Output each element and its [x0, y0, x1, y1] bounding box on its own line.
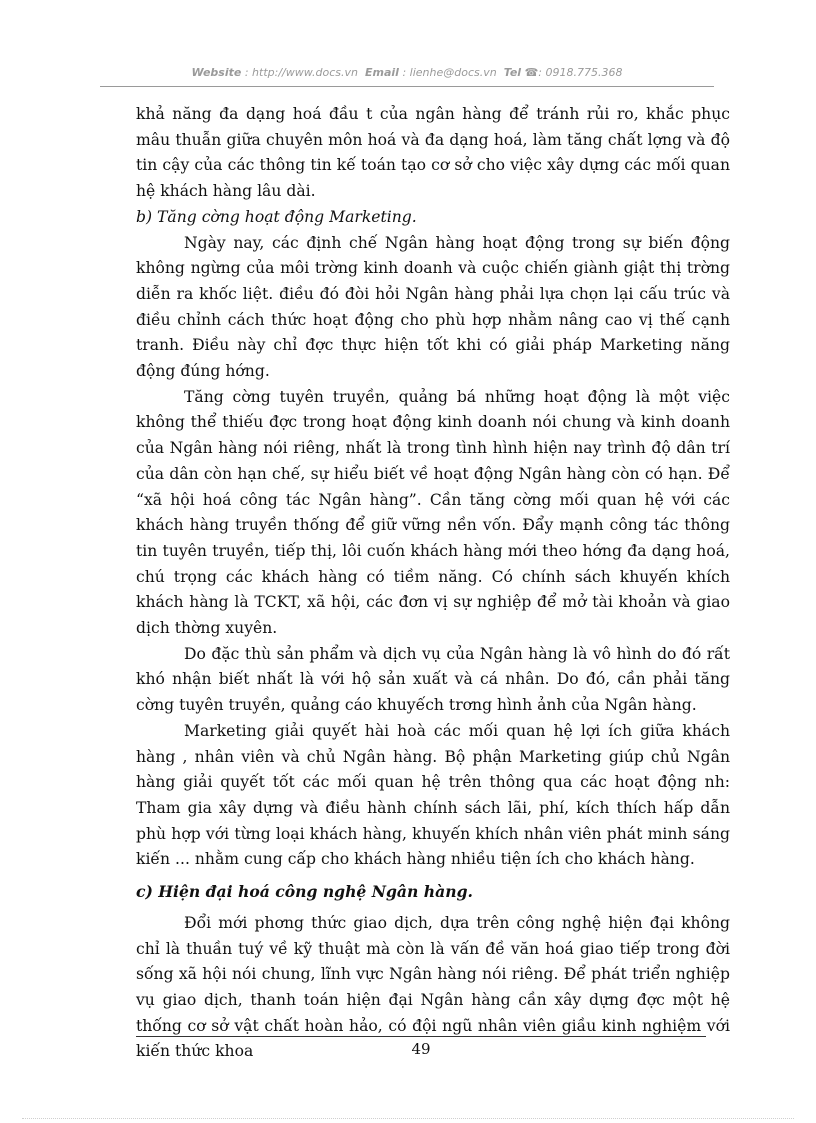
website-label: Website	[191, 66, 242, 79]
paragraph-technology: Đổi mới phơng thức giao dịch, dựa trên công nghệ hiện đại không chỉ là thuần tuý về kỹ thuật mà còn là vấn đề văn hoá giao tiếp trong đời sống xã hội nói chung, lĩnh vực Ngân hàng nói riêng. Để phát triển nghiệp vụ giao dịch, thanh toán hiện đại Ngân hàng cần xây dựng đợc một hệ thống cơ sở vật chất hoàn hảo, có đội ngũ nhân viên giầu kinh nghiệm với kiến thức khoa	[136, 913, 730, 1061]
page-number: 49	[411, 1040, 431, 1058]
page-bottom-border	[22, 1118, 794, 1119]
tel-number: ☎: 0918.775.368	[524, 66, 623, 79]
tel-label: Tel	[503, 66, 522, 79]
footer-divider	[136, 1036, 706, 1037]
paragraph-continuation: khả năng đa dạng hoá đầu t của ngân hàng để tránh rủi ro, khắc phục mâu thuẫn giữa chuyên môn hoá và đa dạng hoá, làm tăng chất lợng và độ tin cậy của các thông tin kế toán tạo cơ sở cho việc xây dựng các mối quan hệ khách hàng lâu dài.	[136, 105, 730, 201]
page-body	[136, 102, 730, 1065]
paragraph-marketing-intro: Ngày nay, các định chế Ngân hàng hoạt động trong sự biến động không ngừng của môi trờng kinh doanh và cuộc chiến giành giật thị trờng diễn ra khốc liệt. điều đó đòi hỏi Ngân hàng phải lựa chọn lại cấu trúc và điều chỉnh cách thức hoạt động cho phù hợp nhằm nâng cao vị thế cạnh tranh. Điều này chỉ đợc thực hiện tốt khi có giải pháp Marketing năng động đúng hớng.	[136, 233, 730, 381]
paragraph-marketing-role: Marketing giải quyết hài hoà các mối quan hệ lợi ích giữa khách hàng , nhân viên và chủ Ngân hàng. Bộ phận Marketing giúp chủ Ngân hàng giải quyết tốt các mối quan hệ trên thông qua các hoạt động nh: Tham gia xây dựng và điều hành chính sách lãi, phí, kích thích hấp dẫn phù hợp với từng loại khách hàng, khuyến khích nhân viên phát minh sáng kiến ... nhằm cung cấp cho khách hàng nhiều tiện ích cho khách hàng.	[136, 721, 730, 869]
paragraph-products: Do đặc thù sản phẩm và dịch vụ của Ngân hàng là vô hình do đó rất khó nhận biết nhất là với hộ sản xuất và cá nhân. Do đó, cần phải tăng cờng tuyên truyền, quảng cáo khuyếch trơng hình ảnh của Ngân hàng.	[136, 644, 730, 715]
email-address: : lienhe@docs.vn	[402, 66, 497, 79]
section-heading-b: b) Tăng cờng hoạt động Marketing.	[136, 207, 417, 226]
header-divider	[100, 86, 714, 87]
section-heading-c: c) Hiện đại hoá công nghệ Ngân hàng.	[136, 882, 473, 902]
paragraph-promotion: Tăng cờng tuyên truyền, quảng bá những hoạt động là một việc không thể thiếu đợc trong hoạt động kinh doanh nói chung và kinh doanh của Ngân hàng nói riêng, nhất là trong tình hình hiện nay trình độ dân trí của dân còn hạn chế, sự hiểu biết về hoạt động Ngân hàng còn có hạn. Để “xã hội hoá công tác Ngân hàng”. Cần tăng cờng mối quan hệ với các khách hàng truyền thống để giữ vững nền vốn. Đẩy mạnh công tác thông tin tuyên truyền, tiếp thị, lôi cuốn khách hàng mới theo hớng đa dạng hoá, chú trọng các khách hàng có tiềm năng. Có chính sách khuyến khích khách hàng là TCKT, xã hội, các đơn vị sự nghiệp để mở tài khoản và giao dịch thờng xuyên.	[136, 387, 730, 638]
website-url: : http://www.docs.vn	[244, 66, 359, 79]
email-label: Email	[365, 66, 399, 79]
page-header	[100, 66, 714, 79]
